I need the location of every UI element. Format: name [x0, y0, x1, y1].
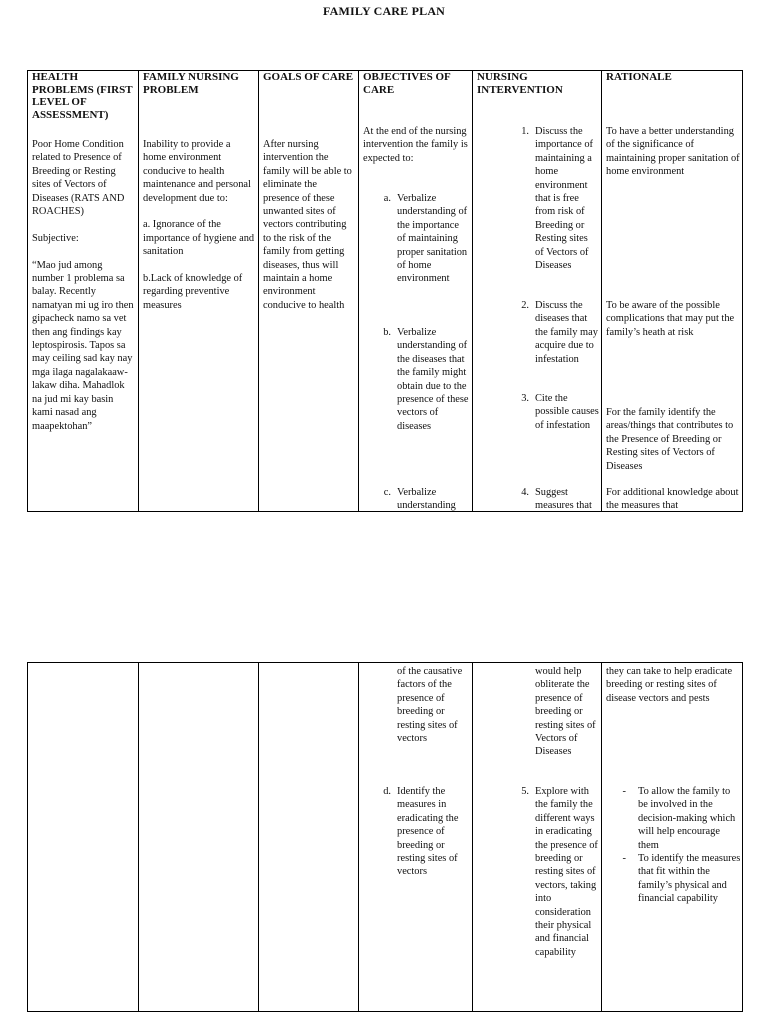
objective-c-text-part1: Verbalize understanding: [397, 487, 456, 512]
rationale-4-part1: For additional knowledge about the measures that: [606, 487, 739, 512]
column-health-problems-cont: [28, 663, 139, 1011]
objective-d-marker: d.: [383, 786, 391, 797]
fnp-item-a: a. Ignorance of the importance of hygiene and sanitation: [143, 219, 255, 258]
objective-b-marker: b.: [383, 327, 391, 338]
column-objectives-cont: [359, 663, 473, 1011]
column-goals-cont: [259, 663, 359, 1011]
subjective-quote: “Mao jud among number 1 problema sa balay. Recently namatyan mi ug iro then gipacheck namo sa vet then ang findings kay leptospirosis. Tapos sa may ceiling sad kay nay mga ilaga nagalakaaw-lakaw diha. Mahadlok na jud mi kay basin kami nasad ang maapektohan”: [32, 259, 134, 432]
column-objectives: [359, 71, 473, 511]
intervention-3-text: Cite the possible causes of infestation: [535, 393, 599, 431]
column-goals: [259, 71, 359, 511]
intervention-5-marker: 5.: [521, 786, 529, 797]
objective-a-text: Verbalize understanding of the importance of maintaining proper sanitation of home environment: [397, 193, 468, 285]
rationale-1: To have a better understanding of the significance of maintaining proper sanitation of home environment: [606, 126, 740, 178]
rationale-4-part2: they can take to help eradicate breeding or resting sites of disease vectors and pests: [606, 666, 733, 704]
subjective-label: Subjective:: [32, 232, 79, 244]
header-objectives: OBJECTIVES OF CARE: [363, 71, 451, 96]
header-goals: GOALS OF CARE: [263, 71, 354, 83]
care-plan-table-page-2: [27, 662, 743, 1012]
header-family-nursing-problem: FAMILY NURSING PROBLEM: [143, 71, 239, 96]
objective-b-text: Verbalize understanding of the diseases that the family might obtain due to the presence of these vectors of diseases: [397, 327, 469, 432]
header-health-problems: HEALTH PROBLEMS (FIRST LEVEL OF ASSESSMENT): [32, 71, 133, 121]
rationale-2: To be aware of the possible complications that may put the family’s heath at risk: [606, 300, 735, 338]
column-nursing-intervention: [473, 71, 602, 511]
rationale-3: For the family identify the areas/things that contributes to the Presence of Breeding or Resting sites of Vectors of Diseases: [606, 407, 734, 472]
health-problems-content: [32, 138, 135, 446]
objectives-intro: At the end of the nursing intervention the family is expected to:: [363, 126, 468, 164]
intervention-1-text: Discuss the importance of maintaining a home environment that is free from risk of Breeding or Resting sites of Vectors of Diseases: [535, 126, 593, 272]
objective-a-marker: a.: [383, 193, 391, 204]
intervention-1-marker: 1.: [521, 126, 529, 137]
rationale-5a-text: To allow the family to be involved in the decision-making which will help encourage them: [638, 786, 736, 851]
document-title: FAMILY CARE PLAN: [322, 4, 446, 18]
header-rationale: RATIONALE: [606, 71, 672, 83]
column-nursing-intervention-cont: [473, 663, 602, 1011]
objective-c-text-part2: of the causative factors of the presence of breeding or resting sites of vectors: [397, 666, 463, 745]
column-family-nursing-problem: [139, 71, 259, 511]
intervention-4-text-part1: Suggest measures that: [535, 487, 592, 512]
goals-text: After nursing intervention the family will be able to eliminate the presence of these unwanted sites of vectors contributing to the risk of the family from getting diseases, thus will maintain a home environment conducive to health: [263, 139, 352, 311]
fnp-intro: Inability to provide a home environment conducive to health maintenance and personal development due to:: [143, 139, 251, 204]
rationale-5b-dash: -: [622, 853, 626, 864]
column-health-problems: [28, 71, 139, 511]
intervention-4-marker: 4.: [521, 487, 529, 498]
fnp-item-b: b.Lack of knowledge of regarding preventive measures: [143, 273, 243, 311]
intervention-5-text: Explore with the family the different ways in eradicating the presence of breeding or resting sites of vectors, taking into consideration their physical and financial capability: [535, 786, 598, 958]
column-rationale-cont: [602, 663, 744, 1011]
rationale-5b-text: To identify the measures that fit within the family’s physical and financial capability: [638, 853, 741, 905]
intervention-4-text-part2: would help obliterate the presence of breeding or resting sites of Vectors of Diseases: [535, 666, 596, 758]
goals-content: [263, 138, 355, 326]
intervention-3-marker: 3.: [521, 393, 529, 404]
intervention-2-text: Discuss the diseases that the family may acquire due to infestation: [535, 300, 598, 365]
objective-d-text: Identify the measures in eradicating the presence of breeding or resting sites of vectors: [397, 786, 459, 878]
column-rationale: [602, 71, 744, 511]
column-family-nursing-problem-cont: [139, 663, 259, 1011]
family-nursing-problem-content: [143, 138, 255, 326]
care-plan-table-page-1: [27, 70, 743, 512]
intervention-2-marker: 2.: [521, 300, 529, 311]
rationale-5a-dash: -: [622, 786, 626, 797]
health-condition-text: Poor Home Condition related to Presence of Breeding or Resting sites of Vectors of Diseases (RATS AND ROACHES): [32, 139, 125, 218]
header-nursing-intervention: NURSING INTERVENTION: [477, 71, 563, 96]
objective-c-marker: c.: [383, 487, 391, 498]
